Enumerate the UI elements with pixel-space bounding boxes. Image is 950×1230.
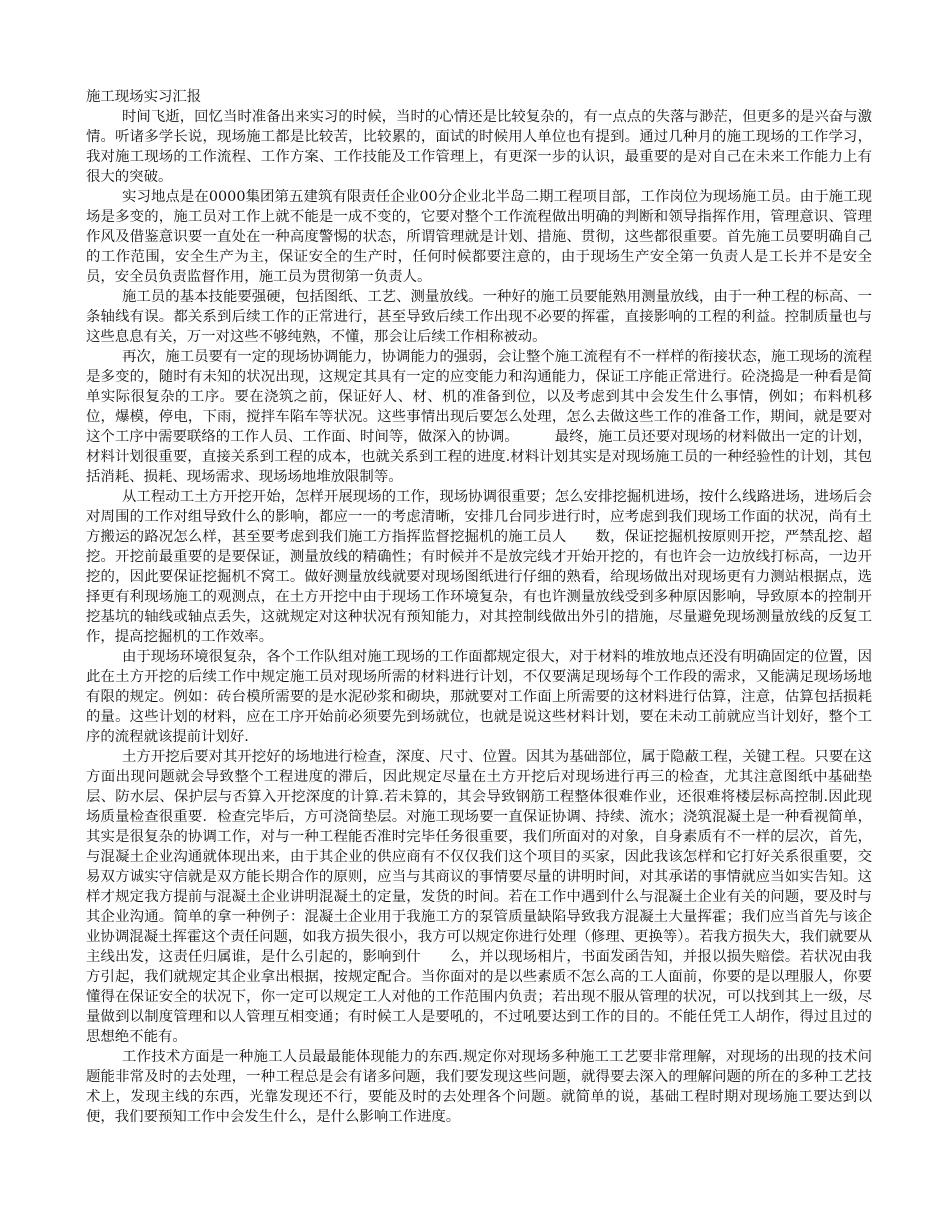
paragraph-3: 施工员的基本技能要强硬，包括图纸、工艺、测量放线。一种好的施工员要能熟用测量放线，由于一种工程的标高、一条轴线有误。都关系到后续工作的正常进行，甚至导致后续工作出现不必要的挥霍，直接影响的工程的利益。控制质量也与这些息息有关，万一对这些不够纯熟，不懂，那会让后续工作相称被动。 bbox=[86, 289, 872, 345]
document-body bbox=[86, 87, 872, 1127]
paragraph-5: 从工程动工土方开挖开始，怎样开展现场的工作，现场协调很重要；怎么安排挖掘机进场，按什么线路进场，进场后会对周围的工作对组导致什么的影响，都应一一的考虑清晰，安排几台同步进行时，应考虑到我们现场工作面的状况，尚有土方搬运的路况怎么样，甚至要考虑到我们施工方指挥监督挖掘机的施工员人 数，保证挖掘机按原则开挖，严禁乱挖、超挖。开挖前最重要的是要保证，测量放线的精确性；有时候并不是放完线才开始开挖的，有也许会一边放线打标高，一边开挖的，因此要保证挖掘机不窝工。做好测量放线就要对现场图纸进行仔细的熟看，给现场做出对现场更有力测站根据点，选择更有利现场施工的观测点，在土方开挖中由于现场工作环境复杂，有也许测量放线受到多种原因影响，导致原本的控制开挖基坑的轴线或轴点丢失，这就规定对这种状况有预知能力，对其控制线做出外引的措施，尽量避免现场测量放线的反复工作，提高挖掘机的工作效率。 bbox=[86, 489, 872, 645]
paragraph-4: 再次，施工员要有一定的现场协调能力，协调能力的强弱，会让整个施工流程有不一样样的衔接状态，施工现场的流程是多变的，随时有未知的状况出现，这规定其具有一定的应变能力和沟通能力，保证工序能正常进行。砼浇捣是一种看是简单实际很复杂的工序。要在浇筑之前，保证好人、材、机的准备到位，以及考虑到其中会发生什么事情，例如；布料机移位，爆模，停电，下雨，搅拌车陷车等状况。这些事情出现后要怎么处理，怎么去做这些工作的准备工作，期间，就是要对这个工序中需要联络的工作人员、工作面、时间等，做深入的协调。 最终，施工员还要对现场的材料做出一定的计划，材料计划很重要，直接关系到工程的成本，也就关系到工程的进度.材料计划其实是对现场施工员的一种经验性的计划，其包括消耗、损耗、现场需求、现场场地堆放限制等。 bbox=[86, 349, 872, 485]
paragraph-6: 由于现场环境很复杂，各个工作队组对施工现场的工作面都规定很大，对于材料的堆放地点还没有明确固定的位置，因此在土方开挖的后续工作中规定施工员对现场所需的材料进行计划，不仅要满足现场每个工作段的需求，又能满足现场场地有限的规定。例如：砖台模所需要的是水泥砂浆和砌块，那就要对工作面上所需要的这材料进行估算，注意，估算包括损耗的量。这些计划的材料，应在工序开始前必须要先到场就位，也就是说这些材料计划，要在未动工前就应当计划好，整个工序的流程就该提前计划好. bbox=[86, 649, 872, 745]
paragraph-1: 时间飞逝，回忆当时准备出来实习的时候，当时的心情还是比较复杂的，有一点点的失落与渺茫，但更多的是兴奋与激情。听诸多学长说，现场施工都是比较苦，比较累的，面试的时候用人单位也有提到。通过几种月的施工现场的工作学习，我对施工现场的工作流程、工作方案、工作技能及工作管理上，有更深一步的认识，最重要的是对自己在未来工作能力上有很大的突破。 bbox=[86, 109, 872, 185]
document-title: 施工现场实习汇报 bbox=[86, 89, 202, 105]
paragraph-2: 实习地点是在0000集团第五建筑有限责任企业00分企业北半岛二期工程项目部，工作岗位为现场施工员。由于施工现场是多变的，施工员对工作上就不能是一成不变的，它要对整个工作流程做出明确的判断和领导指挥作用，管理意识、管理作风及借鉴意识要一直处在一种高度警惕的状态，所谓管理就是计划、措施、贯彻，这些都很重要。首先施工员要明确自己的工作范围，安全生产为主，保证安全的生产时，任何时候都要注意的，由于现场生产安全第一负责人是工长并不是安全员，安全员负责监督作用，施工员为贯彻第一负责人。 bbox=[86, 189, 872, 285]
paragraph-7: 土方开挖后要对其开挖好的场地进行检查，深度、尺寸、位置。因其为基础部位，属于隐蔽工程，关键工程。只要在这方面出现问题就会导致整个工程进度的滞后，因此规定尽量在土方开挖后对现场进行再三的检查，尤其注意图纸中基础垫层、防水层、保护层与否算入开挖深度的计算.若未算的，其会导致钢筋工程整体很难作业，还很难将楼层标高控制.因此现场质量检查很重要．检查完毕后，方可浇筒垫层。对施工现场要一直保证协调、持续、流水；浇筑混凝土是一种看视简单，其实是很复杂的协调工作，对与一种工程能否准时完毕任务很重要，我们所面对的对象，自身素质有不一样的层次，首先，与混凝土企业沟通就体现出来，由于其企业的供应商有不仅仅我们这个项目的买家，因此我该怎样和它打好关系很重要，交易双方诚实守信就是双方能长期合作的原则，应当与其商议的事情要尽量的讲明时间，对其承诺的事情就应当如实告知。这样才规定我方提前与混凝土企业讲明混凝土的定量，发货的时间。若在工作中遇到什么与混凝土企业有关的问题，要及时与其企业沟通。简单的拿一种例子：混凝土企业用于我施工方的泵管质量缺陷导致我方混凝土大量挥霍；我们应当首先与该企业协调混凝土挥霍这个责任问题，如我方损失很小，我方可以规定你进行处理（修理、更换等）。若我方损失大，我们就要从主线出发，这责任归属谁，是什么引起的，影响到什 么，并以现场相片，书面发函告知，并报以损失赔偿。若状况由我方引起，我们就规定其企业拿出根据，按规定配合。当你面对的是以些素质不怎么高的工人面前，你要的是以理服人，你要懂得在保证安全的状况下，你一定可以规定工人对他的工作范围内负责；若出现不服从管理的状况，可以找到其上一级，尽量做到以制度管理和以人管理互相变通；有时候工人是要吼的，不过吼要达到工作的目的。不能任凭工人胡作，得过且过的思想绝不能有。 bbox=[86, 749, 872, 1045]
paragraph-8: 工作技术方面是一种施工人员最最能体现能力的东西.规定你对现场多种施工工艺要非常理解，对现场的出现的技术问题能非常及时的去处理，一种工程总是会有诸多问题，我们要发现这些问题，就得要去深入的理解问题的所在的多种工艺技术上，发现主线的东西，光靠发现还不行，要能及时的去处理各个问题。就简单的说，基础工程时期对现场施工要达到以便，我们要预知工作中会发生什么，是什么影响工作进度。 bbox=[86, 1049, 872, 1125]
